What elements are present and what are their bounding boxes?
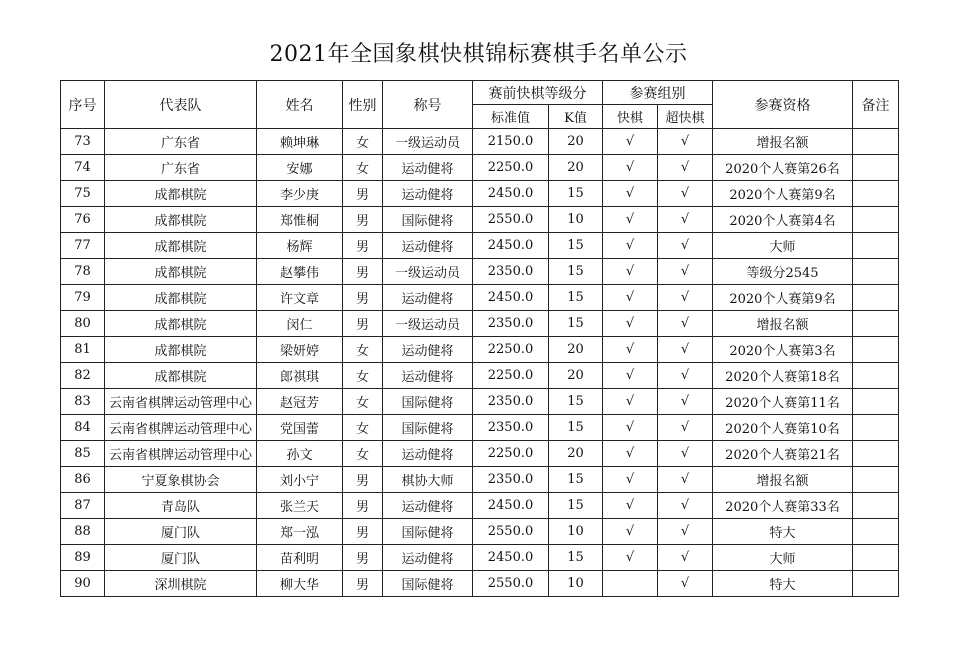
- cell-qualification: 2020个人赛第9名: [713, 285, 853, 311]
- cell-remark: [853, 129, 899, 155]
- cell-rapid-check: √: [603, 441, 658, 467]
- cell-team: 成都棋院: [105, 337, 257, 363]
- table-row: [61, 415, 899, 441]
- cell-name: 赵冠芳: [257, 389, 343, 415]
- cell-rapid-check: √: [603, 233, 658, 259]
- cell-rating-std: 2450.0: [473, 181, 549, 207]
- header-no: 序号: [61, 81, 105, 129]
- cell-blitz-check: √: [658, 337, 713, 363]
- table-row: [61, 129, 899, 155]
- cell-rating-k: 20: [549, 337, 603, 363]
- cell-blitz-check: √: [658, 311, 713, 337]
- cell-rapid-check: √: [603, 285, 658, 311]
- cell-no: 87: [61, 493, 105, 519]
- cell-rapid-check: √: [603, 129, 658, 155]
- header-row-top: [61, 81, 899, 105]
- table-row: [61, 233, 899, 259]
- cell-no: 74: [61, 155, 105, 181]
- table-row: [61, 155, 899, 181]
- cell-gender: 男: [343, 519, 383, 545]
- cell-gender: 男: [343, 545, 383, 571]
- cell-rank: 运动健将: [383, 493, 473, 519]
- cell-rapid-check: √: [603, 337, 658, 363]
- cell-qualification: 2020个人赛第18名: [713, 363, 853, 389]
- cell-remark: [853, 311, 899, 337]
- cell-blitz-check: √: [658, 155, 713, 181]
- cell-no: 89: [61, 545, 105, 571]
- cell-name: 安娜: [257, 155, 343, 181]
- cell-no: 81: [61, 337, 105, 363]
- cell-rapid-check: √: [603, 207, 658, 233]
- cell-blitz-check: √: [658, 285, 713, 311]
- cell-qualification: 2020个人赛第21名: [713, 441, 853, 467]
- cell-rating-k: 15: [549, 545, 603, 571]
- cell-qualification: 等级分2545: [713, 259, 853, 285]
- cell-rank: 棋协大师: [383, 467, 473, 493]
- header-qualification: 参赛资格: [713, 81, 853, 129]
- cell-rank: 国际健将: [383, 571, 473, 597]
- cell-rank: 运动健将: [383, 363, 473, 389]
- cell-qualification: 2020个人赛第4名: [713, 207, 853, 233]
- cell-qualification: 大师: [713, 545, 853, 571]
- cell-gender: 男: [343, 233, 383, 259]
- cell-blitz-check: √: [658, 363, 713, 389]
- cell-no: 86: [61, 467, 105, 493]
- cell-rank: 一级运动员: [383, 129, 473, 155]
- cell-name: 苗利明: [257, 545, 343, 571]
- cell-qualification: 增报名额: [713, 311, 853, 337]
- cell-qualification: 大师: [713, 233, 853, 259]
- cell-rating-std: 2450.0: [473, 233, 549, 259]
- cell-rating-k: 20: [549, 363, 603, 389]
- cell-rapid-check: [603, 571, 658, 597]
- cell-remark: [853, 181, 899, 207]
- cell-rating-std: 2550.0: [473, 207, 549, 233]
- cell-rating-std: 2350.0: [473, 311, 549, 337]
- cell-rating-std: 2350.0: [473, 259, 549, 285]
- cell-rating-std: 2150.0: [473, 129, 549, 155]
- cell-name: 赖坤琳: [257, 129, 343, 155]
- cell-rank: 一级运动员: [383, 259, 473, 285]
- cell-name: 许文章: [257, 285, 343, 311]
- cell-gender: 男: [343, 259, 383, 285]
- cell-remark: [853, 233, 899, 259]
- cell-rating-k: 20: [549, 155, 603, 181]
- cell-no: 78: [61, 259, 105, 285]
- cell-no: 88: [61, 519, 105, 545]
- cell-rank: 运动健将: [383, 181, 473, 207]
- table-row: [61, 259, 899, 285]
- cell-rating-k: 10: [549, 207, 603, 233]
- cell-blitz-check: √: [658, 259, 713, 285]
- table-row: [61, 181, 899, 207]
- cell-gender: 女: [343, 155, 383, 181]
- cell-rating-k: 15: [549, 259, 603, 285]
- cell-gender: 男: [343, 207, 383, 233]
- cell-remark: [853, 363, 899, 389]
- cell-qualification: 2020个人赛第9名: [713, 181, 853, 207]
- cell-qualification: 增报名额: [713, 129, 853, 155]
- cell-rank: 运动健将: [383, 155, 473, 181]
- cell-qualification: 特大: [713, 571, 853, 597]
- cell-blitz-check: √: [658, 233, 713, 259]
- header-group: 参赛组别: [603, 81, 713, 105]
- cell-remark: [853, 415, 899, 441]
- cell-no: 85: [61, 441, 105, 467]
- cell-gender: 女: [343, 389, 383, 415]
- header-rating-k: K值: [549, 105, 603, 129]
- cell-no: 82: [61, 363, 105, 389]
- header-team: 代表队: [105, 81, 257, 129]
- cell-team: 厦门队: [105, 519, 257, 545]
- cell-qualification: 增报名额: [713, 467, 853, 493]
- cell-rating-std: 2350.0: [473, 415, 549, 441]
- cell-rating-k: 15: [549, 493, 603, 519]
- cell-no: 77: [61, 233, 105, 259]
- cell-no: 75: [61, 181, 105, 207]
- cell-team: 广东省: [105, 129, 257, 155]
- cell-blitz-check: √: [658, 441, 713, 467]
- cell-rank: 国际健将: [383, 519, 473, 545]
- header-group-blitz: 超快棋: [658, 105, 713, 129]
- header-gender: 性别: [343, 81, 383, 129]
- table-row: [61, 285, 899, 311]
- cell-qualification: 2020个人赛第33名: [713, 493, 853, 519]
- header-rating-group: 赛前快棋等级分: [473, 81, 603, 105]
- cell-remark: [853, 207, 899, 233]
- header-name: 姓名: [257, 81, 343, 129]
- cell-remark: [853, 545, 899, 571]
- cell-rating-k: 10: [549, 519, 603, 545]
- table-row: [61, 441, 899, 467]
- cell-remark: [853, 285, 899, 311]
- cell-name: 刘小宁: [257, 467, 343, 493]
- cell-rapid-check: √: [603, 363, 658, 389]
- cell-team: 成都棋院: [105, 363, 257, 389]
- cell-name: 郎祺琪: [257, 363, 343, 389]
- cell-no: 73: [61, 129, 105, 155]
- cell-rating-std: 2350.0: [473, 389, 549, 415]
- cell-no: 83: [61, 389, 105, 415]
- cell-remark: [853, 389, 899, 415]
- cell-team: 云南省棋牌运动管理中心: [105, 441, 257, 467]
- cell-blitz-check: √: [658, 129, 713, 155]
- cell-rapid-check: √: [603, 545, 658, 571]
- cell-no: 80: [61, 311, 105, 337]
- cell-rating-std: 2250.0: [473, 441, 549, 467]
- cell-gender: 女: [343, 441, 383, 467]
- cell-blitz-check: √: [658, 207, 713, 233]
- cell-rating-k: 15: [549, 181, 603, 207]
- cell-name: 李少庚: [257, 181, 343, 207]
- header-rank: 称号: [383, 81, 473, 129]
- cell-rating-k: 15: [549, 415, 603, 441]
- cell-rating-std: 2450.0: [473, 545, 549, 571]
- cell-rating-std: 2350.0: [473, 467, 549, 493]
- cell-team: 深圳棋院: [105, 571, 257, 597]
- cell-team: 成都棋院: [105, 259, 257, 285]
- cell-name: 党国蕾: [257, 415, 343, 441]
- cell-qualification: 2020个人赛第3名: [713, 337, 853, 363]
- cell-remark: [853, 519, 899, 545]
- cell-team: 青岛队: [105, 493, 257, 519]
- cell-remark: [853, 441, 899, 467]
- cell-remark: [853, 155, 899, 181]
- cell-rating-k: 20: [549, 441, 603, 467]
- cell-rating-k: 15: [549, 233, 603, 259]
- cell-blitz-check: √: [658, 519, 713, 545]
- cell-rating-std: 2250.0: [473, 155, 549, 181]
- cell-rapid-check: √: [603, 259, 658, 285]
- cell-blitz-check: √: [658, 389, 713, 415]
- cell-rank: 运动健将: [383, 441, 473, 467]
- cell-rank: 国际健将: [383, 389, 473, 415]
- table-row: [61, 337, 899, 363]
- header-rating-std: 标准值: [473, 105, 549, 129]
- cell-rapid-check: √: [603, 311, 658, 337]
- cell-gender: 女: [343, 337, 383, 363]
- cell-rank: 运动健将: [383, 337, 473, 363]
- cell-rating-k: 15: [549, 311, 603, 337]
- cell-rating-k: 15: [549, 467, 603, 493]
- cell-rating-std: 2550.0: [473, 571, 549, 597]
- table-row: [61, 311, 899, 337]
- cell-rank: 一级运动员: [383, 311, 473, 337]
- cell-team: 成都棋院: [105, 285, 257, 311]
- table-row: [61, 519, 899, 545]
- cell-gender: 男: [343, 493, 383, 519]
- cell-team: 云南省棋牌运动管理中心: [105, 389, 257, 415]
- table-row: [61, 571, 899, 597]
- cell-name: 郑惟桐: [257, 207, 343, 233]
- cell-gender: 男: [343, 467, 383, 493]
- cell-rapid-check: √: [603, 415, 658, 441]
- cell-blitz-check: √: [658, 467, 713, 493]
- cell-rank: 运动健将: [383, 545, 473, 571]
- cell-team: 成都棋院: [105, 311, 257, 337]
- cell-rating-k: 20: [549, 129, 603, 155]
- cell-rapid-check: √: [603, 155, 658, 181]
- cell-gender: 女: [343, 129, 383, 155]
- cell-rating-std: 2450.0: [473, 493, 549, 519]
- cell-rating-std: 2450.0: [473, 285, 549, 311]
- cell-team: 成都棋院: [105, 233, 257, 259]
- cell-qualification: 2020个人赛第11名: [713, 389, 853, 415]
- cell-no: 90: [61, 571, 105, 597]
- table-row: [61, 207, 899, 233]
- table-row: [61, 363, 899, 389]
- cell-team: 宁夏象棋协会: [105, 467, 257, 493]
- cell-rapid-check: √: [603, 493, 658, 519]
- cell-gender: 男: [343, 571, 383, 597]
- cell-rapid-check: √: [603, 389, 658, 415]
- cell-rapid-check: √: [603, 181, 658, 207]
- cell-rating-k: 10: [549, 571, 603, 597]
- cell-name: 郑一泓: [257, 519, 343, 545]
- cell-gender: 男: [343, 311, 383, 337]
- cell-no: 79: [61, 285, 105, 311]
- cell-gender: 男: [343, 181, 383, 207]
- cell-rating-std: 2250.0: [473, 337, 549, 363]
- cell-blitz-check: √: [658, 181, 713, 207]
- cell-rapid-check: √: [603, 519, 658, 545]
- cell-blitz-check: √: [658, 415, 713, 441]
- cell-team: 厦门队: [105, 545, 257, 571]
- cell-blitz-check: √: [658, 545, 713, 571]
- player-roster-table: [60, 80, 899, 597]
- header-remarks: 备注: [853, 81, 899, 129]
- cell-team: 成都棋院: [105, 207, 257, 233]
- table-row: [61, 389, 899, 415]
- cell-team: 云南省棋牌运动管理中心: [105, 415, 257, 441]
- cell-gender: 女: [343, 363, 383, 389]
- cell-name: 张兰天: [257, 493, 343, 519]
- table-row: [61, 493, 899, 519]
- cell-remark: [853, 467, 899, 493]
- cell-name: 孙文: [257, 441, 343, 467]
- cell-name: 闵仁: [257, 311, 343, 337]
- roster-body: [61, 129, 899, 597]
- cell-remark: [853, 571, 899, 597]
- cell-rating-std: 2250.0: [473, 363, 549, 389]
- cell-team: 成都棋院: [105, 181, 257, 207]
- cell-name: 柳大华: [257, 571, 343, 597]
- cell-rank: 运动健将: [383, 285, 473, 311]
- cell-remark: [853, 259, 899, 285]
- cell-name: 赵攀伟: [257, 259, 343, 285]
- cell-rapid-check: √: [603, 467, 658, 493]
- cell-name: 杨辉: [257, 233, 343, 259]
- cell-rank: 国际健将: [383, 415, 473, 441]
- cell-rating-k: 15: [549, 285, 603, 311]
- cell-qualification: 2020个人赛第26名: [713, 155, 853, 181]
- cell-team: 广东省: [105, 155, 257, 181]
- cell-qualification: 特大: [713, 519, 853, 545]
- cell-rating-std: 2550.0: [473, 519, 549, 545]
- cell-no: 84: [61, 415, 105, 441]
- table-row: [61, 467, 899, 493]
- cell-qualification: 2020个人赛第10名: [713, 415, 853, 441]
- cell-remark: [853, 337, 899, 363]
- cell-blitz-check: √: [658, 571, 713, 597]
- cell-blitz-check: √: [658, 493, 713, 519]
- page-title: 2021年全国象棋快棋锦标赛棋手名单公示: [269, 42, 688, 67]
- cell-rank: 运动健将: [383, 233, 473, 259]
- cell-gender: 男: [343, 285, 383, 311]
- cell-gender: 女: [343, 415, 383, 441]
- cell-rank: 国际健将: [383, 207, 473, 233]
- cell-no: 76: [61, 207, 105, 233]
- table-row: [61, 545, 899, 571]
- cell-name: 梁妍婷: [257, 337, 343, 363]
- cell-remark: [853, 493, 899, 519]
- header-group-rapid: 快棋: [603, 105, 658, 129]
- cell-rating-k: 15: [549, 389, 603, 415]
